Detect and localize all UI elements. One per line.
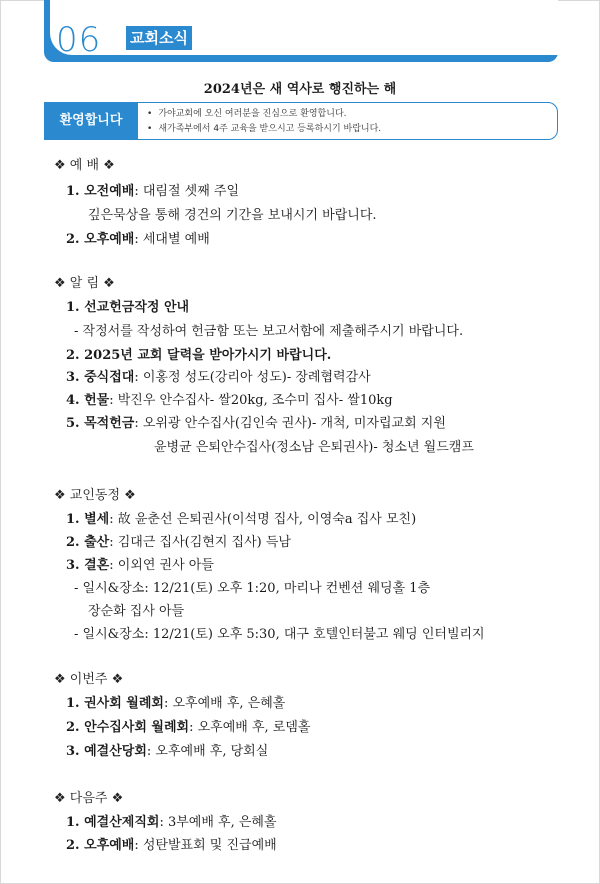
members-item-2 [66,531,291,550]
notice-item-2 [66,344,331,363]
section-label: 교회소식 [126,26,192,50]
item-value: : 성탄발표회 및 진급예배 [134,838,277,853]
item-key: 2. 출산 [66,535,110,550]
item-key: 2. 오후예배 [66,232,135,247]
item-key: 2. 오후예배 [66,838,135,853]
members-item-3-second: 장순화 집사 아들 [88,604,185,619]
worship-item-1 [66,180,239,199]
item-key: 3. 중식접대 [66,370,135,385]
members-item-3-detail: - 일시&장소: 12/21(토) 오후 1:20, 마리나 컨벤션 웨딩홀 1층 [74,581,431,596]
welcome-box [44,102,558,140]
welcome-lines [147,107,381,137]
item-key: 5. 목적헌금 [66,416,135,431]
item-value: : 오후예배 후, 로뎀홀 [189,720,311,735]
item-key: 4. 헌물 [66,393,110,408]
notice-item-5-continued: 윤병균 은퇴안수집사(정소남 은퇴권사)- 청소년 월드캠프 [154,440,474,455]
worship-item-1-continued: 깊은묵상을 통해 경건의 기간을 보내시기 바랍니다. [88,208,377,223]
welcome-line: • 새가족부에서 4주 교육을 받으시고 등록하시기 바랍니다. [147,122,381,137]
welcome-line: • 가야교회에 오신 여러분을 진심으로 환영합니다. [147,107,381,122]
notice-item-1 [66,296,189,315]
members-item-3-detail-2: - 일시&장소: 12/21(토) 오후 5:30, 대구 호텔인터불고 웨딩 인터빌리지 [74,627,485,642]
item-value: : 오후예배 후, 당회실 [146,744,269,759]
item-value: : 대림절 셋째 주일 [134,184,240,199]
item-key: 1. 오전예배 [66,184,135,199]
this-week-item-3 [66,740,268,759]
item-value: : 김대근 집사(김현지 집사) 득남 [109,535,291,550]
item-key: 1. 권사회 월례회 [66,696,164,711]
this-week-item-1 [66,692,285,711]
notice-item-4 [66,389,393,408]
yearly-motto: 2024년은 새 역사로 행진하는 해 [203,82,397,97]
item-value: : 3부예배 후, 은혜홀 [159,815,277,830]
welcome-title: 환영합니다 [44,102,138,140]
section-title-notice: ❖ 알 림 ❖ [54,276,115,291]
item-key: 1. 선교헌금작정 안내 [66,300,190,315]
notice-item-1-detail: - 작정서를 작성하여 헌금함 또는 보고서함에 제출해주시기 바랍니다. [74,324,464,339]
item-key: 1. 예결산제직회 [66,815,160,830]
section-title-next-week: ❖ 다음주 ❖ [54,791,124,806]
item-key: 1. 별세 [66,512,110,527]
item-value: : 이외연 권사 아들 [109,558,214,573]
item-value: : 박진우 안수집사- 쌀20kg, 조수미 집사- 쌀10kg [109,393,393,408]
item-value: : 세대별 예배 [134,232,210,247]
item-value: : 故 윤춘선 은퇴권사(이석명 집사, 이영숙a 집사 모친) [109,512,417,527]
item-key: 3. 예결산당회 [66,744,147,759]
next-week-item-2 [66,834,277,853]
item-value: : 오후예배 후, 은혜홀 [163,696,286,711]
item-key: 2. 안수집사회 월례회 [66,720,190,735]
section-title-worship: ❖ 예 배 ❖ [54,158,115,173]
next-week-item-1 [66,811,277,830]
section-title-this-week: ❖ 이번주 ❖ [54,672,124,687]
section-number: 06 [56,20,102,60]
item-value: : 이홍정 성도(강리아 성도)- 장례협력감사 [134,370,371,385]
notice-item-3 [66,366,371,385]
section-title-members: ❖ 교인동정 ❖ [54,488,136,503]
item-key: 2. 2025년 교회 달력을 받아가시기 바랍니다. [66,348,332,363]
notice-item-5 [66,412,446,431]
this-week-item-2 [66,716,310,735]
item-key: 3. 결혼 [66,558,110,573]
item-value: : 오위광 안수집사(김인숙 권사)- 개척, 미자립교회 지원 [134,416,446,431]
members-item-3 [66,554,214,573]
worship-item-2 [66,228,210,247]
members-item-1 [66,508,416,527]
